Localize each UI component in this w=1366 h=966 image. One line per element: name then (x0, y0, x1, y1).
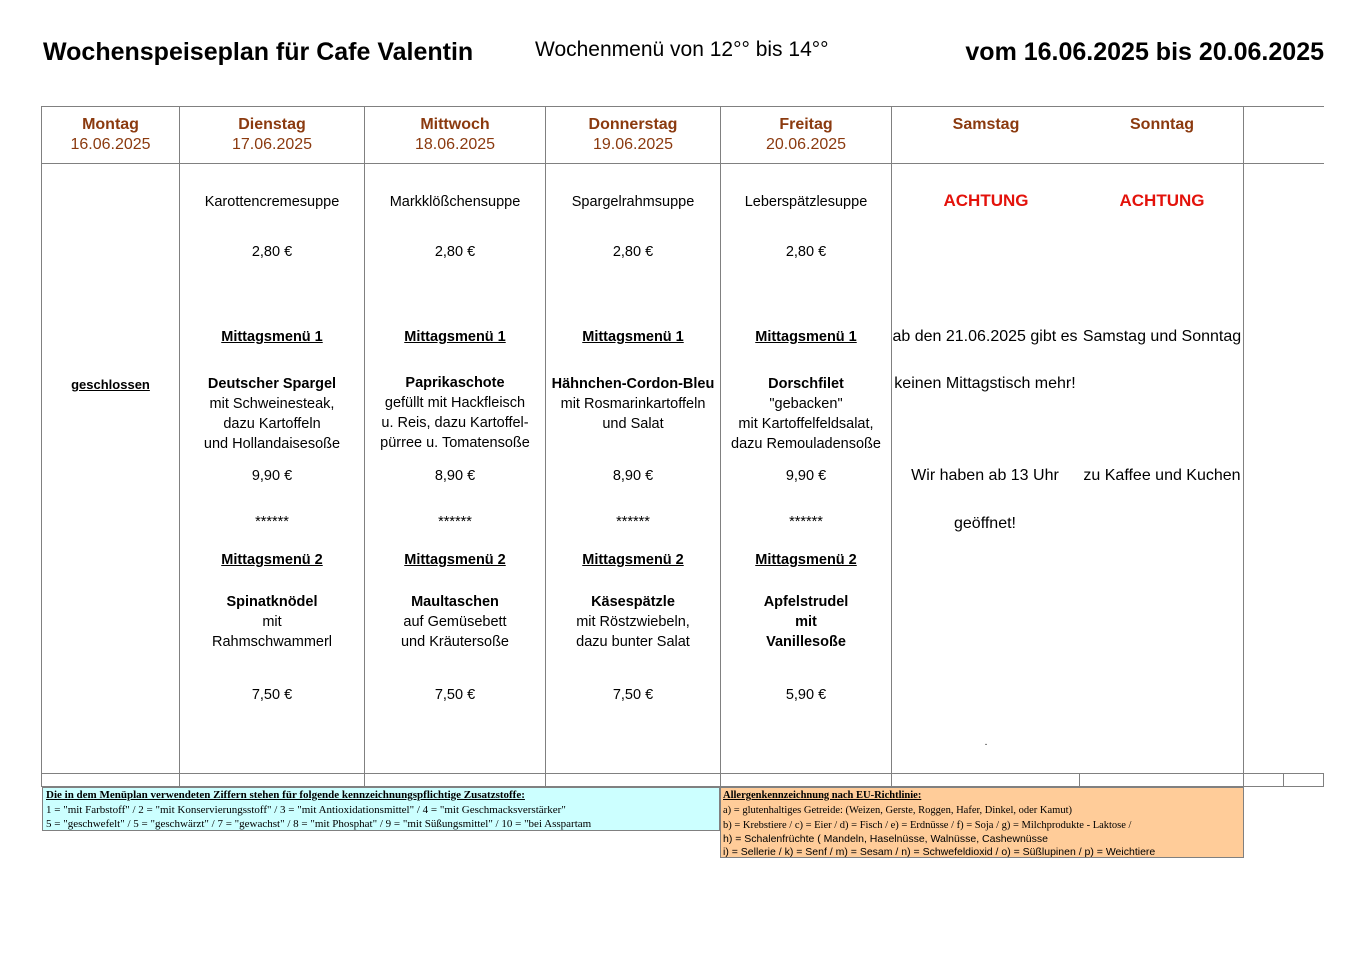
menu2-price-wednesday: 7,50 € (434, 687, 476, 703)
menu2-price-tuesday: 7,50 € (251, 687, 293, 703)
soup-price-thursday: 2,80 € (612, 244, 654, 260)
soup-friday: Leberspätzlesuppe (744, 194, 868, 210)
monday-closed: geschlossen (71, 377, 150, 392)
menu1-label-thursday: Mittagsmenü 1 (582, 329, 684, 345)
stray-dot: . (984, 737, 988, 748)
col-divider (1079, 773, 1080, 787)
additives-legend (42, 787, 720, 831)
allergen-line: i) = Sellerie / k) = Senf / m) = Sesam / n) = Schwefeldioxid / o) = Süßlupinen / p) = Weichtiere (723, 846, 1156, 858)
soup-price-wednesday: 2,80 € (434, 244, 476, 260)
allergen-line: a) = glutenhaltiges Getreide: (Weizen, Gerste, Roggen, Hafer, Dinkel, oder Kamut) (723, 805, 1072, 816)
header-row-border (41, 163, 1324, 164)
menu2-price-thursday: 7,50 € (612, 687, 654, 703)
body-bottom-border (41, 773, 1324, 774)
day-header-tuesday: Dienstag 17.06.2025 (231, 116, 313, 153)
soup-thursday: Spargelrahmsuppe (571, 194, 695, 210)
menu2-price-friday: 5,90 € (785, 687, 827, 703)
col-divider (1283, 773, 1284, 787)
menu2-dish-tuesday: Spinatknödel mit Rahmschwammerl (211, 594, 333, 650)
day-header-saturday: Samstag (952, 116, 1020, 133)
notice-sun-1: Samstag und Sonntag (1082, 328, 1242, 345)
day-header-friday: Freitag 20.06.2025 (765, 116, 847, 153)
menu1-dish-thursday: Hähnchen-Cordon-Bleu mit Rosmarinkartoffeln und Salat (551, 376, 715, 432)
menu1-price-wednesday: 8,90 € (434, 468, 476, 484)
soup-wednesday: Markklößchensuppe (389, 194, 521, 210)
menu2-label-tuesday: Mittagsmenü 2 (221, 552, 323, 568)
day-header-sunday: Sonntag (1130, 116, 1194, 133)
menu1-price-thursday: 8,90 € (612, 468, 654, 484)
menu1-label-tuesday: Mittagsmenü 1 (221, 329, 323, 345)
table-top-border (41, 106, 1324, 107)
menu1-price-friday: 9,90 € (785, 468, 827, 484)
menu2-label-wednesday: Mittagsmenü 2 (404, 552, 506, 568)
notice-sat-2: keinen Mittagstisch mehr! (894, 375, 1076, 392)
menu2-label-friday: Mittagsmenü 2 (755, 552, 857, 568)
menu2-label-thursday: Mittagsmenü 2 (582, 552, 684, 568)
col-divider (1323, 773, 1324, 787)
day-header-thursday: Donnerstag 19.06.2025 (588, 116, 678, 153)
notice-sun-3: zu Kaffee und Kuchen (1083, 467, 1241, 484)
allergen-line: b) = Krebstiere / c) = Eier / d) = Fisch / e) = Erdnüsse / f) = Soja / g) = Milchprodukte - Laktose / (723, 820, 1132, 831)
day-header-wednesday: Mittwoch 18.06.2025 (414, 116, 496, 153)
date-range: vom 16.06.2025 bis 20.06.2025 (965, 38, 1324, 66)
separator: ****** (255, 514, 289, 530)
soup-tuesday: Karottencremesuppe (204, 194, 340, 210)
menu1-dish-tuesday: Deutscher Spargel mit Schweinesteak, dazu Kartoffeln und Hollandaisesoße (203, 376, 341, 452)
additives-line: 1 = "mit Farbstoff" / 2 = "mit Konservierungsstoff" / 3 = "mit Antioxidationsmittel" / 4 = "mit Geschmacksverstärker" (46, 803, 566, 816)
allergen-line: h) = Schalenfrüchte ( Mandeln, Haselnüsse, Walnüsse, Cashewnüsse (723, 833, 1048, 845)
page-title: Wochenspeiseplan für Cafe Valentin (43, 38, 474, 66)
menu1-dish-friday: Dorschfilet "gebacken" mit Kartoffelfeldsalat, dazu Remouladensoße (731, 376, 881, 452)
menu1-price-tuesday: 9,90 € (251, 468, 293, 484)
additives-title: Die in dem Menüplan verwendeten Ziffern stehen für folgende kennzeichnungspflichtige Zusatzstoffe: (46, 789, 525, 801)
soup-price-friday: 2,80 € (785, 244, 827, 260)
allergen-title: Allergenkennzeichnung nach EU-Richtlinie: (723, 790, 922, 801)
menu1-dish-wednesday: Paprikaschote gefüllt mit Hackfleisch u. Reis, dazu Kartoffel- pürree u. Tomatensoße (380, 375, 530, 451)
separator: ****** (789, 514, 823, 530)
separator: ****** (616, 514, 650, 530)
day-header-monday: Montag 16.06.2025 (70, 116, 151, 153)
menu-time-subtitle: Wochenmenü von 12°° bis 14°° (535, 38, 829, 61)
notice-sat-4: geöffnet! (954, 515, 1016, 532)
menu1-label-friday: Mittagsmenü 1 (755, 329, 857, 345)
menu1-label-wednesday: Mittagsmenü 1 (404, 329, 506, 345)
additives-line: 5 = "geschwefelt" / 5 = "geschwärzt" / 7 = "gewachst" / 8 = "mit Phosphat" / 9 = "mit Süßungsmittel" / 10 = "bei Asspartam (46, 818, 592, 830)
menu2-dish-wednesday: Maultaschen auf Gemüsebett und Kräutersoße (400, 594, 509, 650)
col-divider (41, 106, 42, 787)
soup-price-tuesday: 2,80 € (251, 244, 293, 260)
allergen-legend (720, 787, 1244, 858)
notice-sat-1: ab den 21.06.2025 gibt es (892, 328, 1078, 345)
alert-saturday: ACHTUNG (943, 191, 1029, 210)
notice-sat-3: Wir haben ab 13 Uhr (911, 467, 1059, 484)
menu2-dish-thursday: Käsespätzle mit Röstzwiebeln, dazu bunter Salat (576, 594, 690, 650)
separator: ****** (438, 514, 472, 530)
alert-sunday: ACHTUNG (1119, 191, 1205, 210)
menu2-dish-friday: Apfelstrudel mit Vanillesoße (763, 594, 849, 650)
